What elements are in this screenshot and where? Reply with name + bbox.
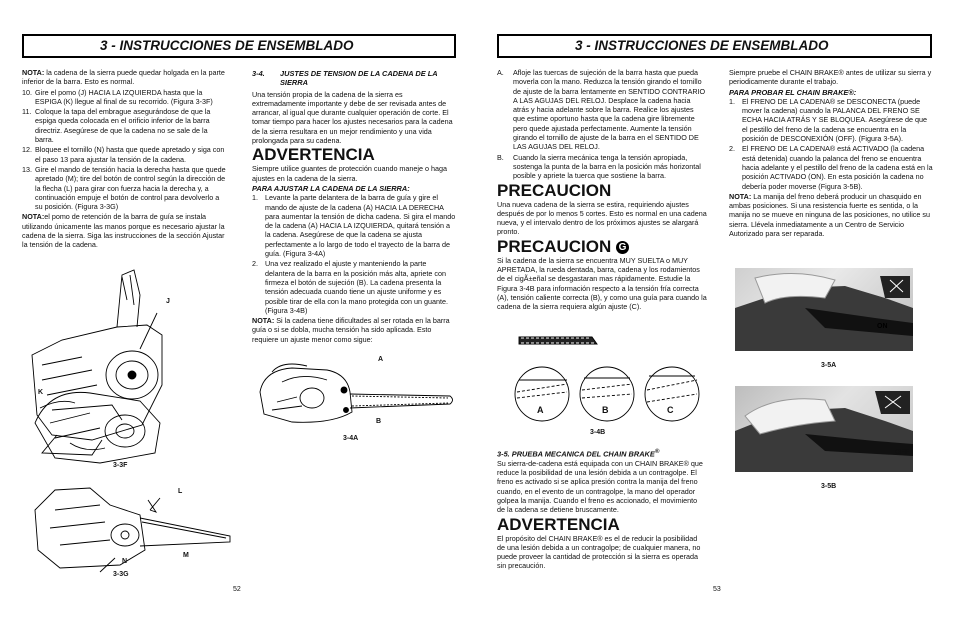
caption-3-3f: 3-3F [113,462,128,469]
caption-3-4a: 3-4A [343,435,359,442]
step-item: 10. Gire el pomo (J) HACIA LA IZQUIERDA hasta que la ESPIGA (K) llegue al final de su recorrido. (Figura 3-3F) [22,87,213,106]
page-number: 53 [713,586,721,593]
figure-3-3g-illustration [30,480,235,575]
right-page [477,0,954,618]
step-item: 2. El FRENO DE LA CADENA® está ACTIVADO (la cadena está detenida) cuando la palanca del freno se encuentra hacia adelante y el pestillo del freno de la cadena está en la posición ACTIVADO (ON). En esta posición la cadena no debería poder moverse (Figura 3-5B). [729,144,933,191]
label-m: M [183,552,189,559]
caption-3-3g: 3-3G [113,571,129,578]
step-item: 12. Bloquee el tornillo (N) hasta que quede apretado y siga con el paso 13 para ajustar la tensión de la cadena. [22,145,225,164]
nota-label: NOTA: [22,68,45,77]
step-item: 11. Coloque la tapa del embrague asegurándose de que la espiga queda colocada en el orificio inferior de la barra directriz. Asegúrese de que la cadena no se sale de la barra. [22,107,211,145]
assembly-steps [22,88,227,212]
step-item: 13. Gire el mando de tensión hacia la derecha hasta que quede apretado (M); tire del botón de control según la dirección de la flecha (L) para girar con fuerza hacia la derecha y, a continuación empuje el botón de control para devolverlo a su posición. (Figura 3-3G) [22,164,226,212]
step-item: A. Afloje las tuercas de sujeción de la barra hasta que pueda moverla con la mano. Reduzca la tensión girando el tornillo de ajuste de la barra lentamente en SENTIDO CONTRARIO A LAS AGUJAS DEL RELOJ. Desplace la cadena hacia atrás y hacia adelante sobre la barra. Realice los ajustes que estime oportuno hasta que la cadena gire libremente pero quede ajustada perfectamente. Aumente la tensión girando el tornillo de ajuste de la barra en el SENTIDO DE LAS AGUJAS DEL RELOJ. [497,68,706,152]
g-badge-icon: G [616,241,629,254]
circle-label-a: A [537,405,544,415]
caution1-title: PRECAUCION [497,180,612,200]
label-b: B [376,418,382,425]
step-item: 1. Levante la parte delantera de la barra de guía y gire el mando de ajuste de la cadena (A) HACIA LA DERECHA para aumentar la tensión de dicha cadena. Si gira el mando de la cadena (A) HACIA LA IZQUIERDA, quitará tensión a la cadena. Asegúrese de que la cadena se ajusta perfectamente a lo largo de todo el trayecto de la barra de guía. (Figura 3-4A) [252,193,456,259]
left-section-header: 3 - INSTRUCCIONES DE ENSEMBLADO [22,34,456,58]
label-l: L [178,488,183,495]
adjust-substeps [497,68,707,181]
step-item: 2. Una vez realizado el ajuste y manteniendo la parte delantera de la barra en la posición más alta, apriete con firmeza el botón de sujeción (B). La cadena presenta la tensión adecuada cuando tiene un ajuste uniforme y es posible tirar de ella con la mano protegida con un guante. (Figura 3-4B) [252,259,449,315]
brake-test-steps [729,97,934,191]
label-k: K [38,389,44,396]
caption-3-4b: 3-4B [590,429,606,436]
nota-text: Si la cadena tiene dificultades al ser rotada en la barra guía o si se dobla, mucha tensión ha sido aplicada. Esto requiere un ajuste menor como sigue: [252,316,450,344]
step-item: B. Cuando la sierra mecánica tenga la tensión apropiada, sostenga la punta de la barra en la posición más horizontal posible y apriete la tuerca que sostiene la barra. [497,152,701,181]
section-3-4-title: 3-4. JUSTES DE TENSION DE LA CADENA DE LA SIERRA [252,69,438,88]
label-a: A [378,356,384,363]
adjust-subhead: PARA AJUSTAR LA CADENA DE LA SIERRA: [252,183,410,193]
right-col1-bottom [497,446,707,572]
nota-text: la cadena de la sierra puede quedar holgada en la parte inferior de la barra. Esto es normal. [22,68,225,87]
brake-test-subhead: PARA PROBAR EL CHAIN BRAKE®: [729,87,857,97]
nota-label: NOTA: [729,191,752,201]
page-number: 52 [233,586,241,593]
caution1-text: Una nueva cadena de la sierra se estira, requiriendo ajustes después de por lo menos 5 cortes. Esto es normal en una cadena nueva, y el intervalo dentro de los próximos ajustes se alargará pronto. [497,199,707,237]
label-off: OFF [895,449,909,456]
circle-label-b: B [602,405,609,415]
label-j: J [166,298,170,305]
right-section-header: 3 - INSTRUCCIONES DE ENSEMBLADO [497,34,932,58]
nota2-label: NOTA: [22,212,45,222]
step-item: 1. El FRENO DE LA CADENA® se DESCONECTA (puede mover la cadena) cuando la PALANCA DEL FRENO SE ECHA HACIA ATRÁS Y SE BLOQUEA. Asegúrese de que el pestillo del freno de la cadena se encuentra en la posición de DESCONEXIÓN (OFF). (Figura 3-5A). [729,96,927,144]
right-col2 [729,68,934,239]
photo-3-5b [735,386,913,472]
nota-text: La manija del freno deberá producir un chasquido en ambas posiciones. Si una resistencia fuerte es sentida, o la manija no se mueve en ninguna de las posiciones, no utilice su sierra. Llévela inmediatamente a un Centro de Servicio Autorizado para ser reparada. [729,191,930,239]
nota-label: NOTA: [252,316,275,326]
adjust-steps [252,193,457,315]
warning2-title: ADVERTENCIA [497,514,620,534]
left-col2 [252,68,457,345]
label-n: N [122,558,128,565]
caption-3-5a: 3-5A [821,362,837,369]
chainsaw-brake-on-image [735,386,913,472]
caption-3-5b: 3-5B [821,483,837,490]
warning-title: ADVERTENCIA [252,145,375,165]
figure-3-3f-detail [30,383,165,468]
figure-3-4a-illustration [252,362,457,437]
right-col1 [497,68,707,313]
left-col1 [22,68,227,251]
brake-intro: Siempre pruebe el CHAIN BRAKE® antes de utilizar su sierra y periodicamente durante el trabajo. [729,68,932,87]
section-3-5-title: 3-5. PRUEBA MECANICA DEL CHAIN BRAKE® [497,448,660,459]
photo-3-5a [735,268,913,351]
warning-text: Siempre utilice guantes de protección cuando maneje o haga ajustes en la cadena de la sierra. [252,164,447,183]
chain-brake-text: Su sierra-de-cadena está equipada con un CHAIN BRAKE® que reduce la posibilidad de una lesión debida a un contragolpe. El freno es activado si se aplica presión contra la manija del freno cuando, en el evento de un contragolpe, la mano del operador golpea la manija. Cuando el freno es accionado, el movimiento de la cadena se detiene bruscamente. [497,458,703,515]
caution2-text: Si la cadena de la sierra se encuentra MUY SUELTA o MUY APRETADA, la rueda dentada, barra, cadena y los rodamientos de el cigÃ±eñal se desgastaran mas rápidamente. Estudie la Figura 3-4B para información respecto a la tensión fría correcta (A), tensión caliente correcta (B), y como una guía para cuando la cadena de la sierra requiera algún ajuste (C). [497,255,707,312]
nota2-text: el pomo de retención de la barra de guía se instala utilizando únicamente las manos porque es necesario ajustar la cadena de la sierra. Siga las instrucciones de la sección Ajustar la tensión de la cadena. [22,212,225,250]
label-on: ON [877,323,888,330]
chainsaw-brake-off-image [735,268,913,351]
caution2-title: PRECAUCION G [497,238,707,256]
tension-intro: Una tensión propia de la cadena de la sierra es extremadamente importante y debe de ser revisada antes de arrancar, al igual que durante cualquier operación de corte. El tomar tiempo para hacer los ajustes necesarios para la cadena de la sierra resultara en un mejor rendimiento y una vida prolongada para su cadena. [252,89,453,146]
warning2-text: El propósito del CHAIN BRAKE® es el de reducir la posibilidad de una lesión debida a un contragolpe; de cualquier manera, no puede proveer la cantidad de protección si la sierra es operada sin precaución. [497,533,701,571]
circle-label-c: C [667,405,674,415]
